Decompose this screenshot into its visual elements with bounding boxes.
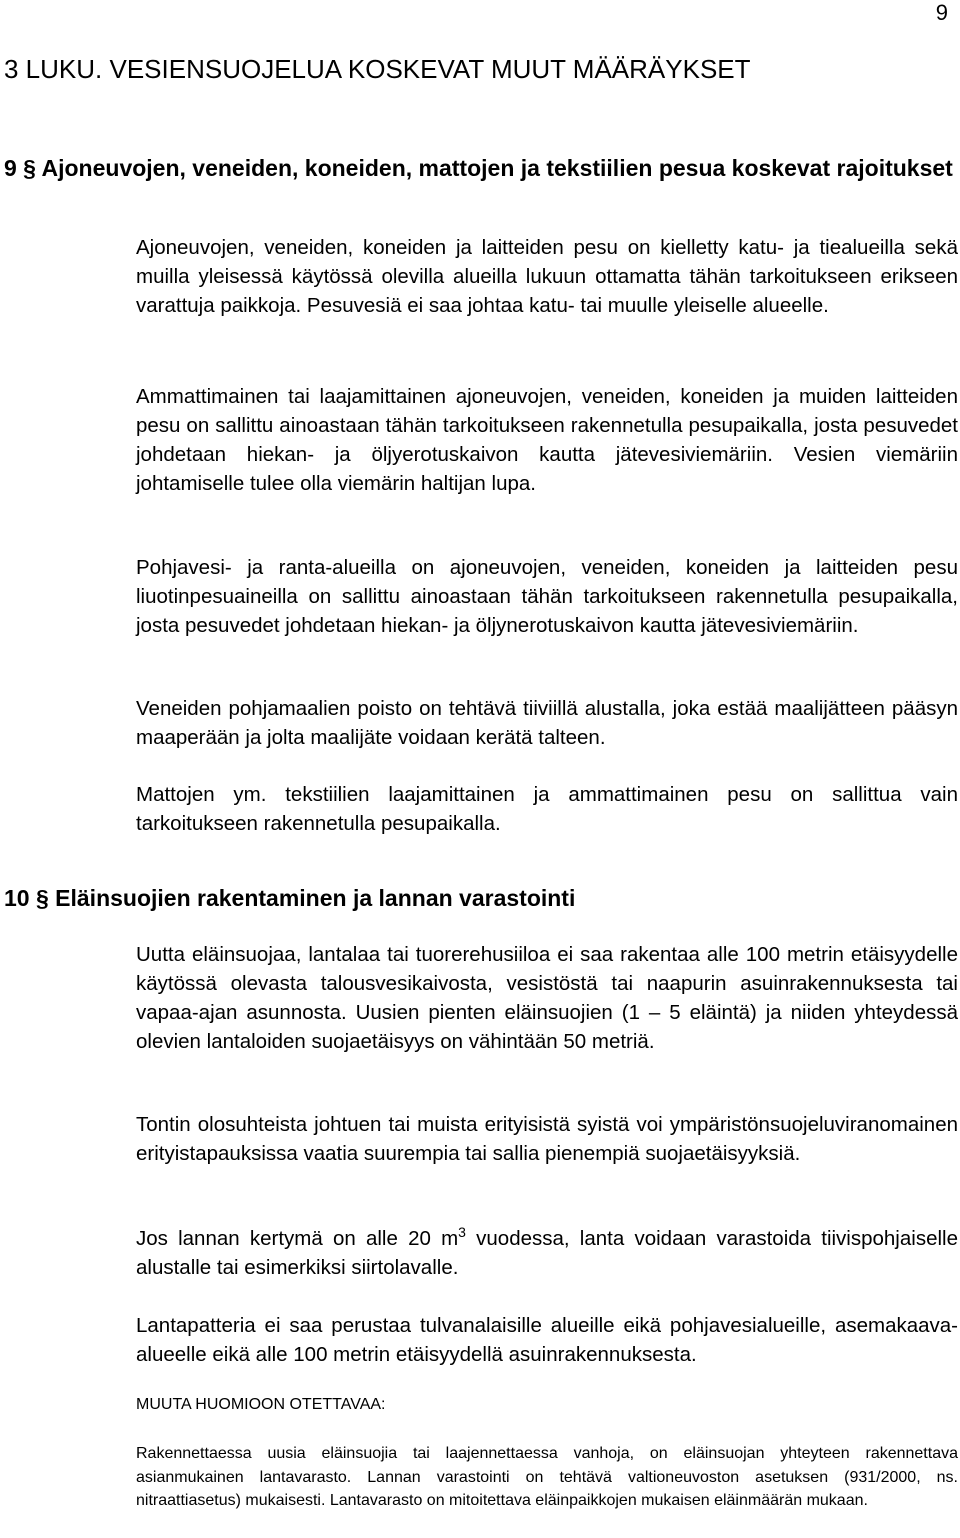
chapter-title: 3 LUKU. VESIENSUOJELUA KOSKEVAT MUUT MÄÄRÄYKSET [4,54,751,84]
manure-text-after: vuodessa, lanta voidaan varastoida tiivispohjaiselle alustalle tai esimerkiksi siirtolavalle. [136,1227,958,1279]
section-10-manure-paragraph [136,1224,958,1282]
section-9-paragraph-4: Veneiden pohjamaalien poisto on tehtävä tiiviillä alustalla, joka estää maalijätteen pääsyn maaperään ja jolta maalijäte voidaan kerätä talteen. [136,697,958,749]
cubic-superscript: 3 [458,1224,466,1241]
section-10-title: 10 § Eläinsuojien rakentaminen ja lannan varastointi [4,885,576,911]
section-9-title: 9 § Ajoneuvojen, veneiden, koneiden, mattojen ja tekstiilien pesua koskevat rajoitukset [4,155,953,181]
notice-heading: MUUTA HUOMIOON OTETTAVAA: [136,1396,386,1413]
section-9-paragraph-5: Mattojen ym. tekstiilien laajamittainen ja ammattimainen pesu on sallittua vain tarkoitukseen rakennetulla pesupaikalla. [136,783,958,835]
section-9-paragraph-3: Pohjavesi- ja ranta-alueilla on ajoneuvojen, veneiden, koneiden ja laitteiden pesu liuotinpesuaineilla on sallittu ainoastaan tähän tarkoitukseen rakennetulla pesupaikalla, josta pesuvedet johdetaan hiekan- ja öljynerotuskaivon kautta jätevesiviemäriin. [136,556,958,637]
section-10-paragraph-1: Uutta eläinsuojaa, lantalaa tai tuorerehusiiloa ei saa rakentaa alle 100 metrin etäisyydelle käytössä olevasta talousvesikaivosta, vesistöstä tai naapurin asuinrakennuksesta tai vapaa-ajan asunnosta. Uusien pienten eläinsuojien (1 – 5 eläintä) ja niiden yhteydessä olevien lantaloiden suojaetäisyys on vähintään 50 metriä. [136,943,958,1053]
notice-text: Rakennettaessa uusia eläinsuojia tai laajennettaessa vanhoja, on eläinsuojan yhteyteen rakennettava asianmukainen lantavarasto. Lannan varastointi on tehtävä valtioneuvoston asetuksen (931/2000, ns. nitraattiasetus) mukaisesti. Lantavarasto on mitoitettava eläinpaikkojen mukaisen eläinmäärän mukaan. [136,1445,958,1509]
section-9-paragraph-1: Ajoneuvojen, veneiden, koneiden ja laitteiden pesu on kielletty katu- ja tiealueilla sekä muilla yleisessä käytössä olevilla alueilla lukuun ottamatta tähän tarkoitukseen erikseen varattuja paikkoja. Pesuvesiä ei saa johtaa katu- tai muulle yleiselle alueelle. [136,236,958,317]
section-9-paragraph-2: Ammattimainen tai laajamittainen ajoneuvojen, veneiden, koneiden ja muiden laitteiden pesu on sallittu ainoastaan tähän tarkoitukseen rakennetulla pesupaikalla, josta pesuvedet johdetaan hiekan- ja öljyerotuskaivon kautta jätevesiviemäriin. Vesien viemäriin johtamiselle tulee olla viemärin haltijan lupa. [136,385,958,495]
section-10-paragraph-2: Tontin olosuhteista johtuen tai muista erityisistä syistä voi ympäristönsuojeluviranomainen erityistapauksissa vaatia suurempia tai sallia pienempiä suojaetäisyyksiä. [136,1113,958,1165]
page-number: 9 [935,0,948,25]
section-10-paragraph-3: Lantapatteria ei saa perustaa tulvanalaisille alueille eikä pohjavesialueille, asemakaava-alueelle eikä alle 100 metrin etäisyydellä asuinrakennuksesta. [136,1314,958,1366]
manure-text-before: Jos lannan kertymä on alle 20 m [136,1227,459,1250]
